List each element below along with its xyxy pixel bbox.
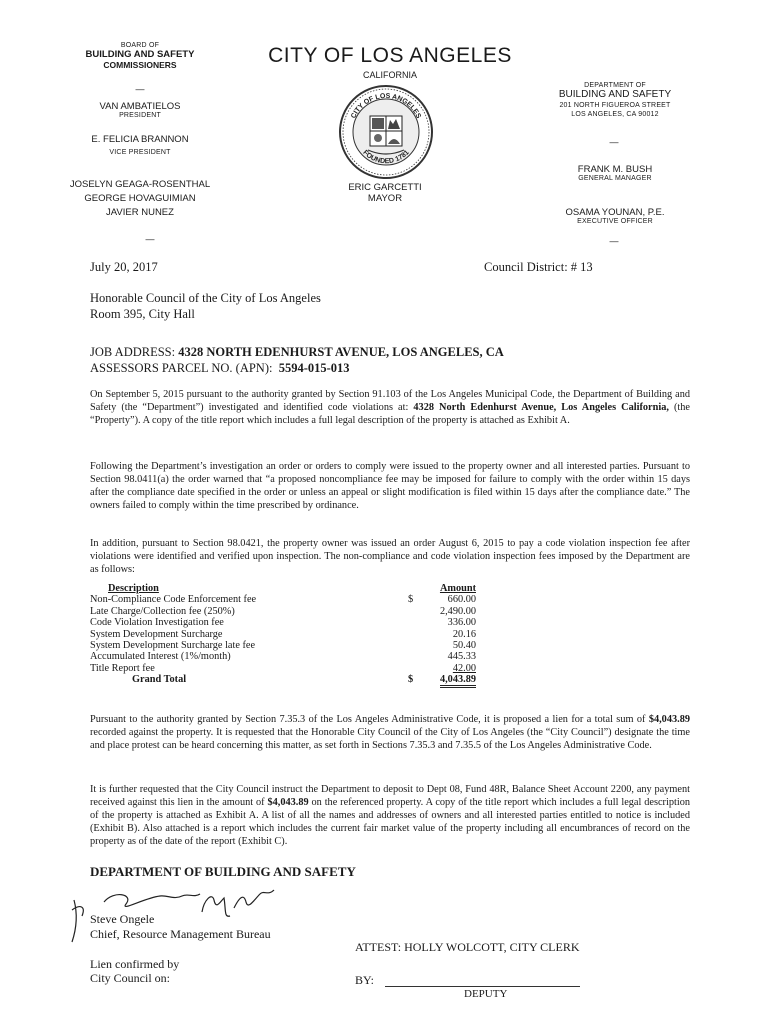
- paragraph-1: On September 5, 2015 pursuant to the authority granted by Section 91.103 of the Los Angeles Municipal Code, the Department of Building and Safety (the “Department”) investigated and identified code violations at: 4328 North Edenhurst Avenue, Los Angeles California, (the “Property”). A copy of the title report which includes a full legal description of the property is attached as Exhibit A.: [90, 389, 690, 426]
- fee-description: Title Report fee: [90, 662, 155, 674]
- recipient-line2: Room 395, City Hall: [90, 307, 195, 321]
- department-address1: 201 NORTH FIGUEROA STREET: [559, 102, 671, 109]
- lien-amount-bold: $4,043.89: [648, 714, 690, 725]
- gm-name: FRANK M. BUSH: [577, 164, 653, 175]
- grand-total-currency: $: [408, 674, 414, 686]
- eo-divider: —: [609, 236, 619, 246]
- letter-date: July 20, 2017: [90, 260, 158, 274]
- city-title: CITY OF LOS ANGELES: [268, 44, 512, 67]
- fee-table-header: [90, 583, 476, 594]
- fee-description: Code Violation Investigation fee: [90, 617, 224, 629]
- by-label: BY:: [355, 973, 374, 987]
- fee-description: Non-Compliance Code Enforcement fee: [90, 594, 257, 606]
- fee-amount: 336.00: [447, 617, 476, 629]
- vice-president-role: VICE PRESIDENT: [109, 149, 171, 156]
- mayor-title: MAYOR: [367, 193, 403, 204]
- amount-header: Amount: [439, 583, 476, 594]
- signer-block: [90, 912, 271, 942]
- job-address-value: 4328 NORTH EDENHURST AVENUE, LOS ANGELES, CA: [178, 345, 504, 359]
- commissioner-members: [55, 178, 225, 220]
- signer-title: Chief, Resource Management Bureau: [90, 927, 271, 941]
- apn-line: [90, 360, 504, 376]
- department-divider: —: [609, 137, 619, 147]
- board-line2: BUILDING AND SAFETY: [85, 49, 195, 60]
- deputy-label: DEPUTY: [464, 988, 508, 1000]
- fee-row: [90, 594, 476, 605]
- board-block: [70, 42, 210, 70]
- job-address-block: [90, 344, 504, 376]
- president-name: VAN AMBATIELOS: [99, 101, 181, 112]
- fee-currency: [408, 617, 422, 628]
- payment-amount-bold: $4,043.89: [267, 797, 309, 808]
- fee-currency: [408, 629, 422, 640]
- svg-text:FOUNDED 1781: FOUNDED 1781: [361, 149, 411, 166]
- board-line1: BOARD OF: [120, 42, 160, 49]
- lien-confirmed-line1: Lien confirmed by: [90, 957, 180, 971]
- fee-amount: 2,490.00: [439, 605, 476, 617]
- fee-row: [90, 606, 476, 617]
- mayor-name: ERIC GARCETTI: [348, 182, 422, 193]
- fee-row: [90, 663, 476, 674]
- grand-total-row: [90, 674, 476, 685]
- job-address-label: JOB ADDRESS:: [90, 345, 176, 359]
- lien-confirmed-block: [90, 957, 179, 985]
- description-header: Description: [108, 583, 159, 594]
- vice-president-name: E. FELICIA BRANNON: [91, 134, 189, 145]
- fee-table: [90, 583, 476, 686]
- fee-currency: [408, 651, 422, 662]
- department-block: [540, 82, 690, 119]
- paragraph-4: Pursuant to the authority granted by Section 7.35.3 of the Los Angeles Administrative Code, it is proposed a lien for a total sum of $4,043.89 recorded against the property. It is requested that the Honorable City Council of the City of Los Angeles (the “City Council”) designate the time and place protest can be heard concerning this matter, as set forth in Sections 7.35.3 and 7.35.5 of the Los Angeles Administrative Code.: [90, 714, 690, 751]
- fee-description: Late Charge/Collection fee (250%): [90, 605, 235, 617]
- board-line3: COMMISSIONERS: [103, 60, 177, 70]
- svg-text:CITY OF LOS ANGELES: CITY OF LOS ANGELES: [350, 92, 422, 120]
- city-seal: [338, 84, 434, 180]
- commissioner-vice-president: [70, 134, 210, 156]
- fee-row: [90, 640, 476, 651]
- fee-currency: [408, 640, 422, 651]
- paragraph-5: It is further requested that the City Council instruct the Department to deposit to Dept 08, Fund 48R, Balance Sheet Account 2200, any payment received against this lien in the amount of $4,043.89 on the referenced property. A copy of the title report which includes a full legal description of the property is attached as Exhibit A. A list of all the names and addresses of owners and all interested parties entitled to notice is included (Exhibit B). Also attached is a report which includes the current fair market value of the property including all encumbrances of record on the property as of the date of the report (Exhibit C).: [90, 784, 690, 847]
- paragraph-3: In addition, pursuant to Section 98.0421, the property owner was issued an order August 6, 2015 to pay a code violation inspection fee after violations were identified and verified upon inspection. The non-compliance and code violation inspection fees imposed by the Department are as follows:: [90, 538, 690, 575]
- members-divider: —: [145, 234, 155, 244]
- grand-total-label: Grand Total: [132, 674, 187, 686]
- job-address-line: [90, 344, 504, 360]
- attest-line: ATTEST: HOLLY WOLCOTT, CITY CLERK: [355, 940, 580, 954]
- fee-description: System Development Surcharge: [90, 628, 223, 640]
- department-line1: DEPARTMENT OF: [584, 82, 646, 89]
- department-heading: DEPARTMENT OF BUILDING AND SAFETY: [90, 864, 356, 879]
- recipient-line1: Honorable Council of the City of Los Angeles: [90, 291, 321, 305]
- signer-name: Steve Ongele: [90, 912, 155, 926]
- board-divider: —: [135, 84, 145, 94]
- eo-name: OSAMA YOUNAN, P.E.: [565, 207, 665, 218]
- member-2: GEORGE HOVAGUIMIAN: [84, 193, 196, 204]
- fee-description: Accumulated Interest (1%/month): [90, 651, 231, 663]
- fee-amount: 20.16: [452, 628, 476, 640]
- eo-title: EXECUTIVE OFFICER: [577, 218, 653, 225]
- apn-value: 5594-015-013: [278, 361, 350, 375]
- fee-currency: [408, 606, 422, 617]
- member-1: JOSELYN GEAGA-ROSENTHAL: [69, 179, 211, 190]
- eo-block: [540, 207, 690, 225]
- fee-amount: 42.00: [452, 662, 476, 674]
- recipient: [90, 290, 321, 322]
- gm-title: GENERAL MANAGER: [578, 175, 652, 182]
- member-3: JAVIER NUNEZ: [106, 207, 174, 218]
- council-district: Council District: # 13: [484, 260, 593, 274]
- fee-amount: 50.40: [452, 640, 476, 652]
- department-line2: BUILDING AND SAFETY: [558, 89, 672, 100]
- apn-label: ASSESSORS PARCEL NO. (APN):: [90, 361, 273, 375]
- fee-currency: [408, 663, 422, 674]
- president-role: PRESIDENT: [119, 112, 161, 119]
- deputy-signature-line: [385, 985, 580, 987]
- department-address2: LOS ANGELES, CA 90012: [571, 111, 659, 118]
- gm-block: [540, 164, 690, 182]
- property-address-bold: 4328 North Edenhurst Avenue, Los Angeles California,: [413, 402, 669, 413]
- commissioner-president: [70, 101, 210, 119]
- grand-total-amount: 4,043.89: [440, 674, 476, 688]
- fee-amount: 660.00: [447, 594, 476, 606]
- fee-amount: 445.33: [447, 651, 476, 663]
- fee-currency: $: [408, 594, 414, 606]
- state-label: CALIFORNIA: [362, 70, 417, 80]
- fee-row: [90, 629, 476, 640]
- paragraph-2: Following the Department’s investigation an order or orders to comply were issued to the property owner and all interested parties. Pursuant to Section 98.0411(a) the order warned that “a proposed noncompliance fee may be imposed for failure to comply with the order within 15 days after the compliance date specified in the order or unless an appeal or slight modification is filed within 15 days after the compliance date.” The owners failed to comply within the time prescribed by ordinance.: [90, 461, 690, 511]
- fee-row: [90, 651, 476, 662]
- mayor-block: [330, 182, 440, 204]
- fee-row: [90, 617, 476, 628]
- lien-confirmed-line2: City Council on:: [90, 971, 171, 985]
- fee-description: System Development Surcharge late fee: [90, 640, 256, 652]
